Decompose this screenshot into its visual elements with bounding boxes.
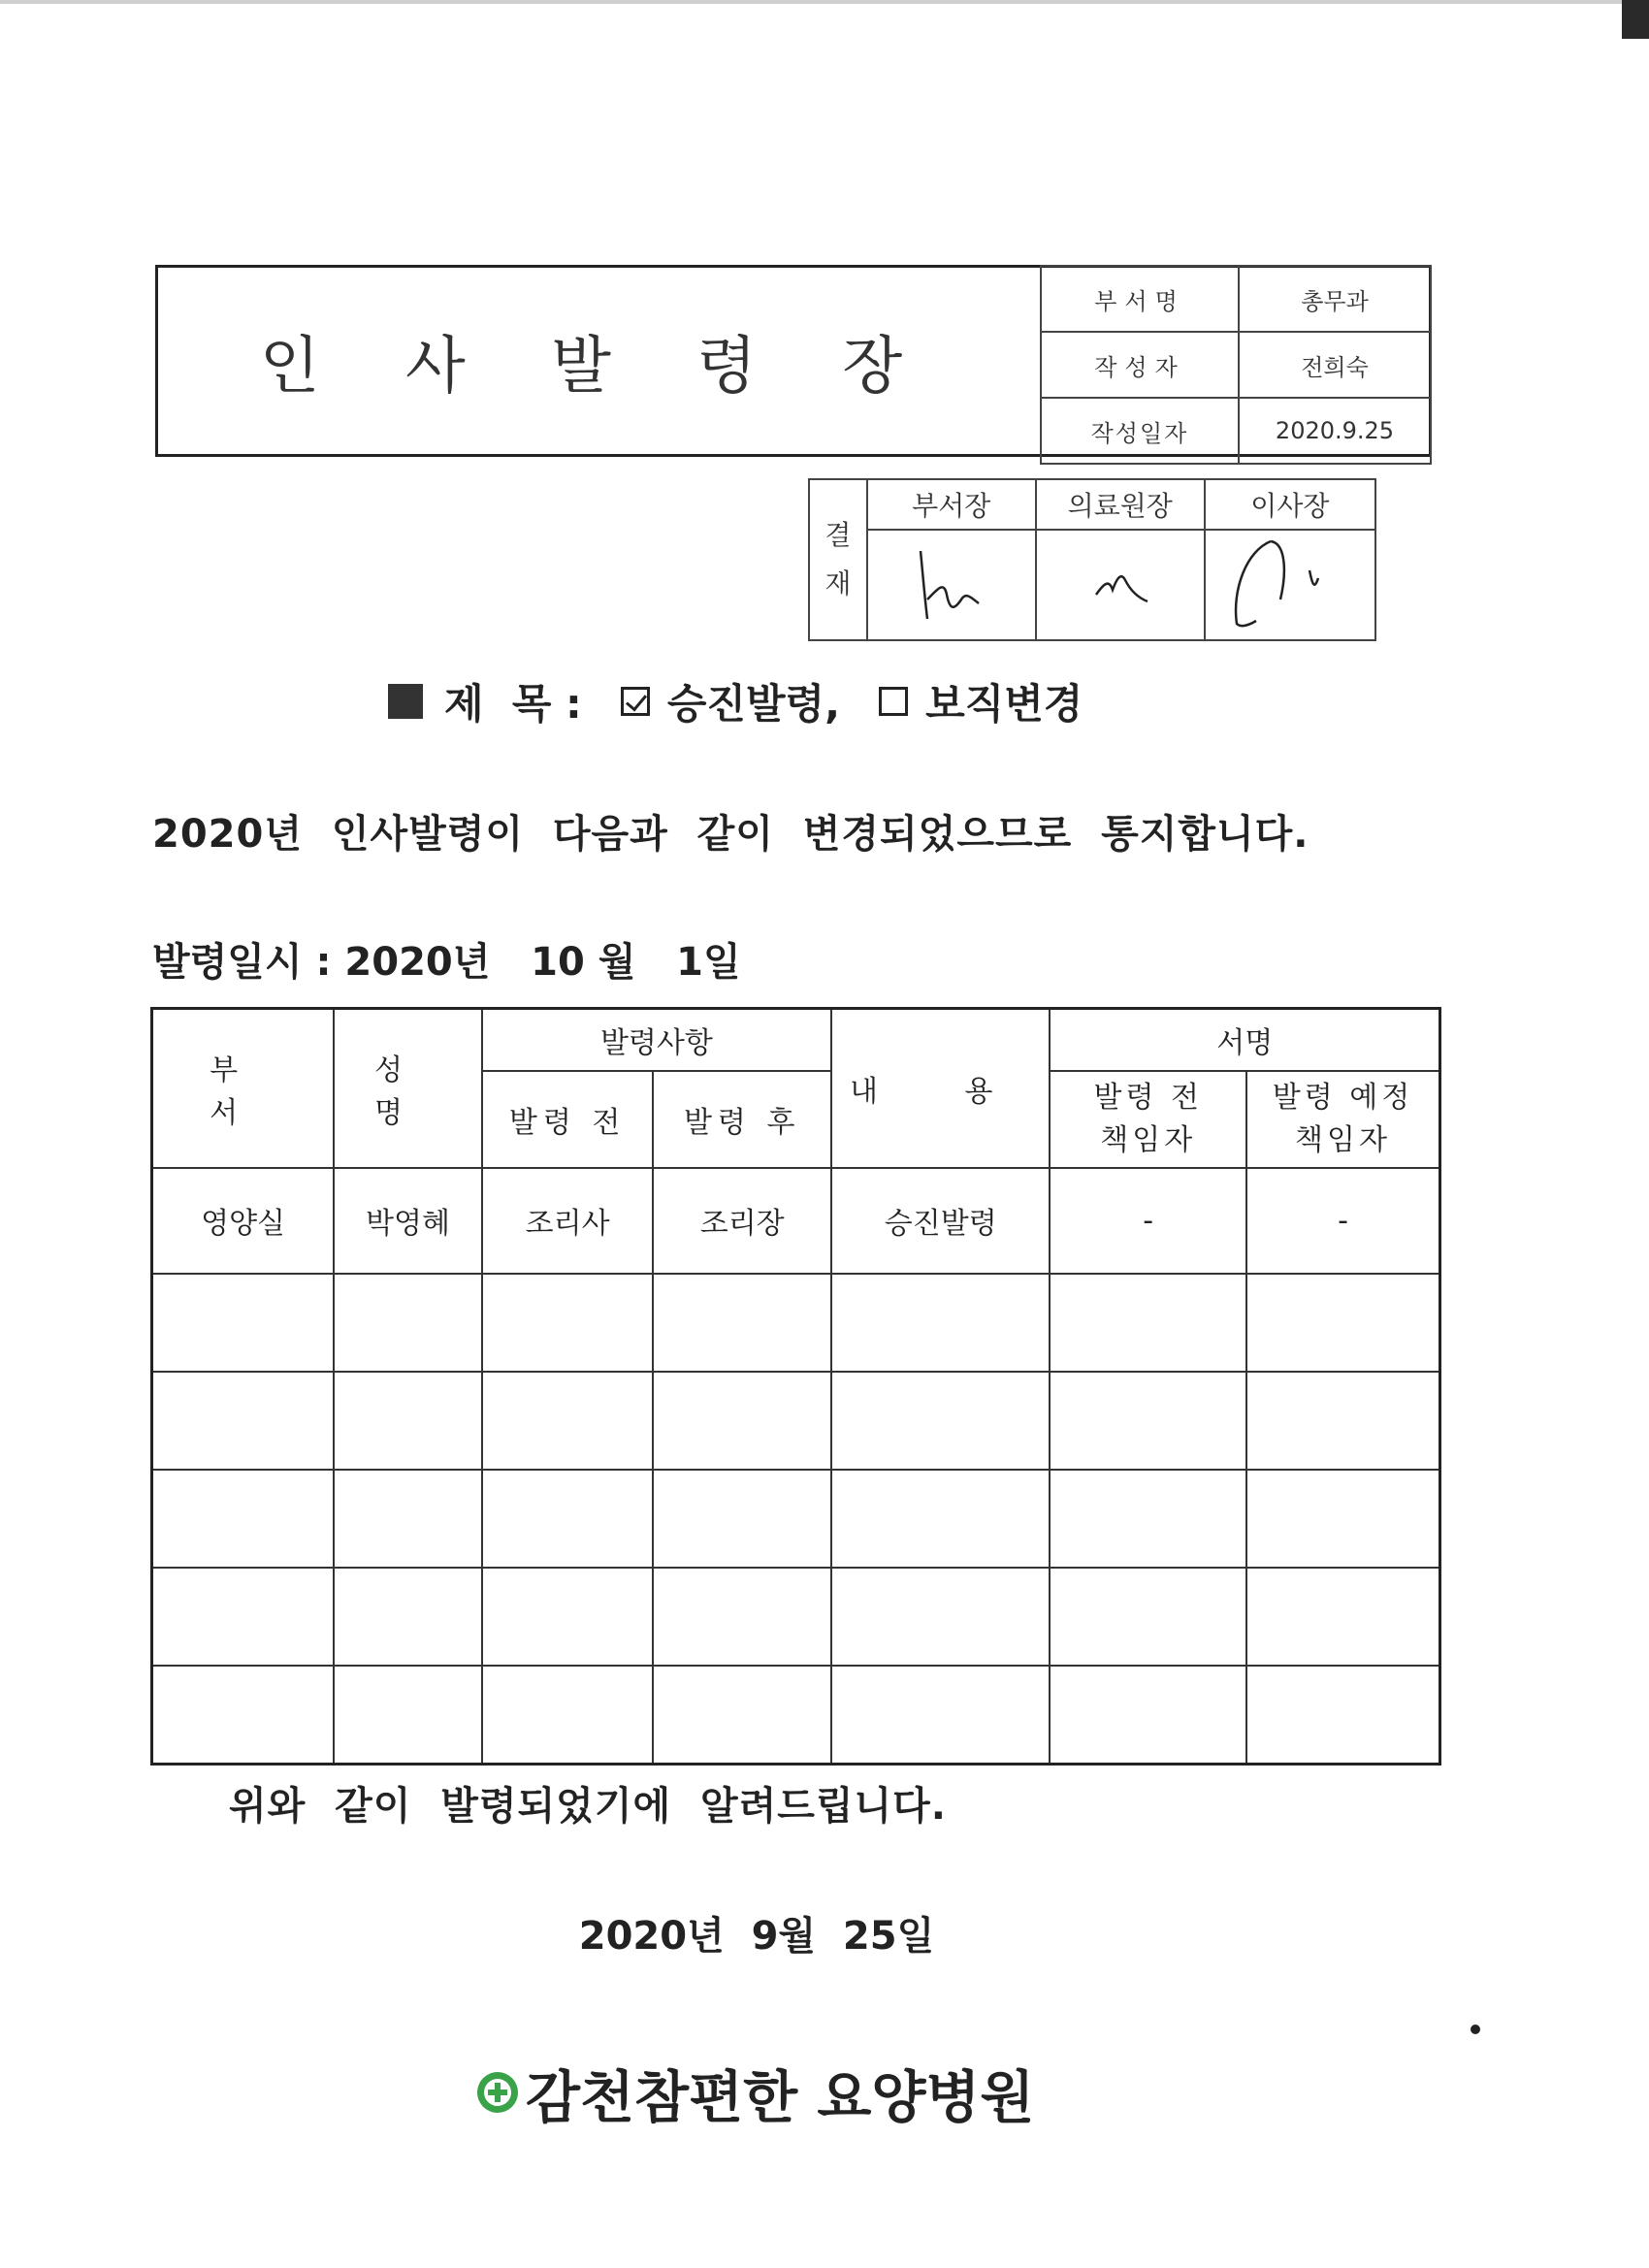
meta-label-date: 작성일자 [1041,398,1239,464]
col-header-after: 발령 후 [653,1071,831,1168]
bullet-square-icon [388,684,423,719]
meta-label-author: 작성자 [1041,332,1239,398]
organization-name: 감천참편한 요양병원 [526,2064,1035,2130]
meta-value-date: 2020.9.25 [1239,398,1431,464]
cell-sign-before: - [1050,1168,1245,1274]
approval-side-label [809,479,867,640]
meta-row [1041,266,1431,332]
approval-role-chairman: 이사장 [1205,479,1375,530]
col-header-content: 내 용 [831,1009,1051,1168]
subject-option-promotion: 승진발령, [666,680,841,728]
closing-text: 위와 같이 발령되었기에 알려드립니다. [229,1784,947,1829]
subject-line [388,672,1083,730]
col-header-sign-after: 발령 예정 책임자 [1246,1071,1440,1168]
table-row-empty [152,1666,1440,1765]
meta-value-dept: 총무과 [1239,266,1431,332]
col-header-before: 발령 전 [482,1071,654,1168]
organization-name-line [475,2052,1034,2133]
signature-mark [893,541,1010,629]
meta-row [1041,332,1431,398]
approval-role-medical-director: 의료원장 [1036,479,1205,530]
table-row-empty [152,1274,1440,1372]
cell-before: 조리사 [482,1168,654,1274]
cell-name: 박영혜 [334,1168,482,1274]
table-row-empty [152,1470,1440,1568]
meta-row [1041,398,1431,464]
meta-label-dept: 부서명 [1041,266,1239,332]
document-meta-table [1040,265,1432,465]
approval-box [808,478,1376,641]
approval-role-dept-head: 부서장 [867,479,1036,530]
signature-mark [1217,532,1363,638]
scan-edge-mark [1622,0,1649,39]
scan-edge [0,0,1649,4]
cell-sign-after: - [1246,1168,1440,1274]
meta-value-author: 전희숙 [1239,332,1431,398]
effective-date: 발령일시 : 2020년 10 월 1일 [152,940,741,985]
subject-option-reassignment: 보직변경 [925,680,1083,728]
approval-side-char-2: 재 [824,567,852,599]
signature-medical-director [1036,530,1205,640]
col-header-dept: 부 서 [152,1009,335,1168]
col-header-sign-before: 발령 전 책임자 [1050,1071,1245,1168]
col-header-name: 성 명 [334,1009,482,1168]
subject-label: 제 목 : [444,680,582,728]
checked-box-icon [621,687,650,716]
document-title: 인 사 발 령 장 [259,331,936,403]
cell-content: 승진발령 [831,1168,1051,1274]
col-header-order-group: 발령사항 [482,1009,831,1071]
closing-date: 2020년 9월 25일 [578,1914,935,1959]
hospital-logo-icon [475,2070,520,2115]
signature-chairman [1205,530,1375,640]
signature-dept-head [867,530,1036,640]
scan-speck [1471,2025,1480,2034]
table-row [152,1168,1440,1274]
cell-after: 조리장 [653,1168,831,1274]
col-header-sign-group: 서명 [1050,1009,1439,1071]
cell-dept: 영양실 [152,1168,335,1274]
signature-mark [1062,541,1179,629]
table-row-empty [152,1568,1440,1666]
unchecked-box-icon [879,687,908,716]
personnel-order-table [150,1007,1441,1766]
approval-side-char-1: 결 [824,519,852,551]
notice-text: 2020년 인사발령이 다음과 같이 변경되었으므로 통지합니다. [152,812,1310,857]
table-row-empty [152,1372,1440,1470]
